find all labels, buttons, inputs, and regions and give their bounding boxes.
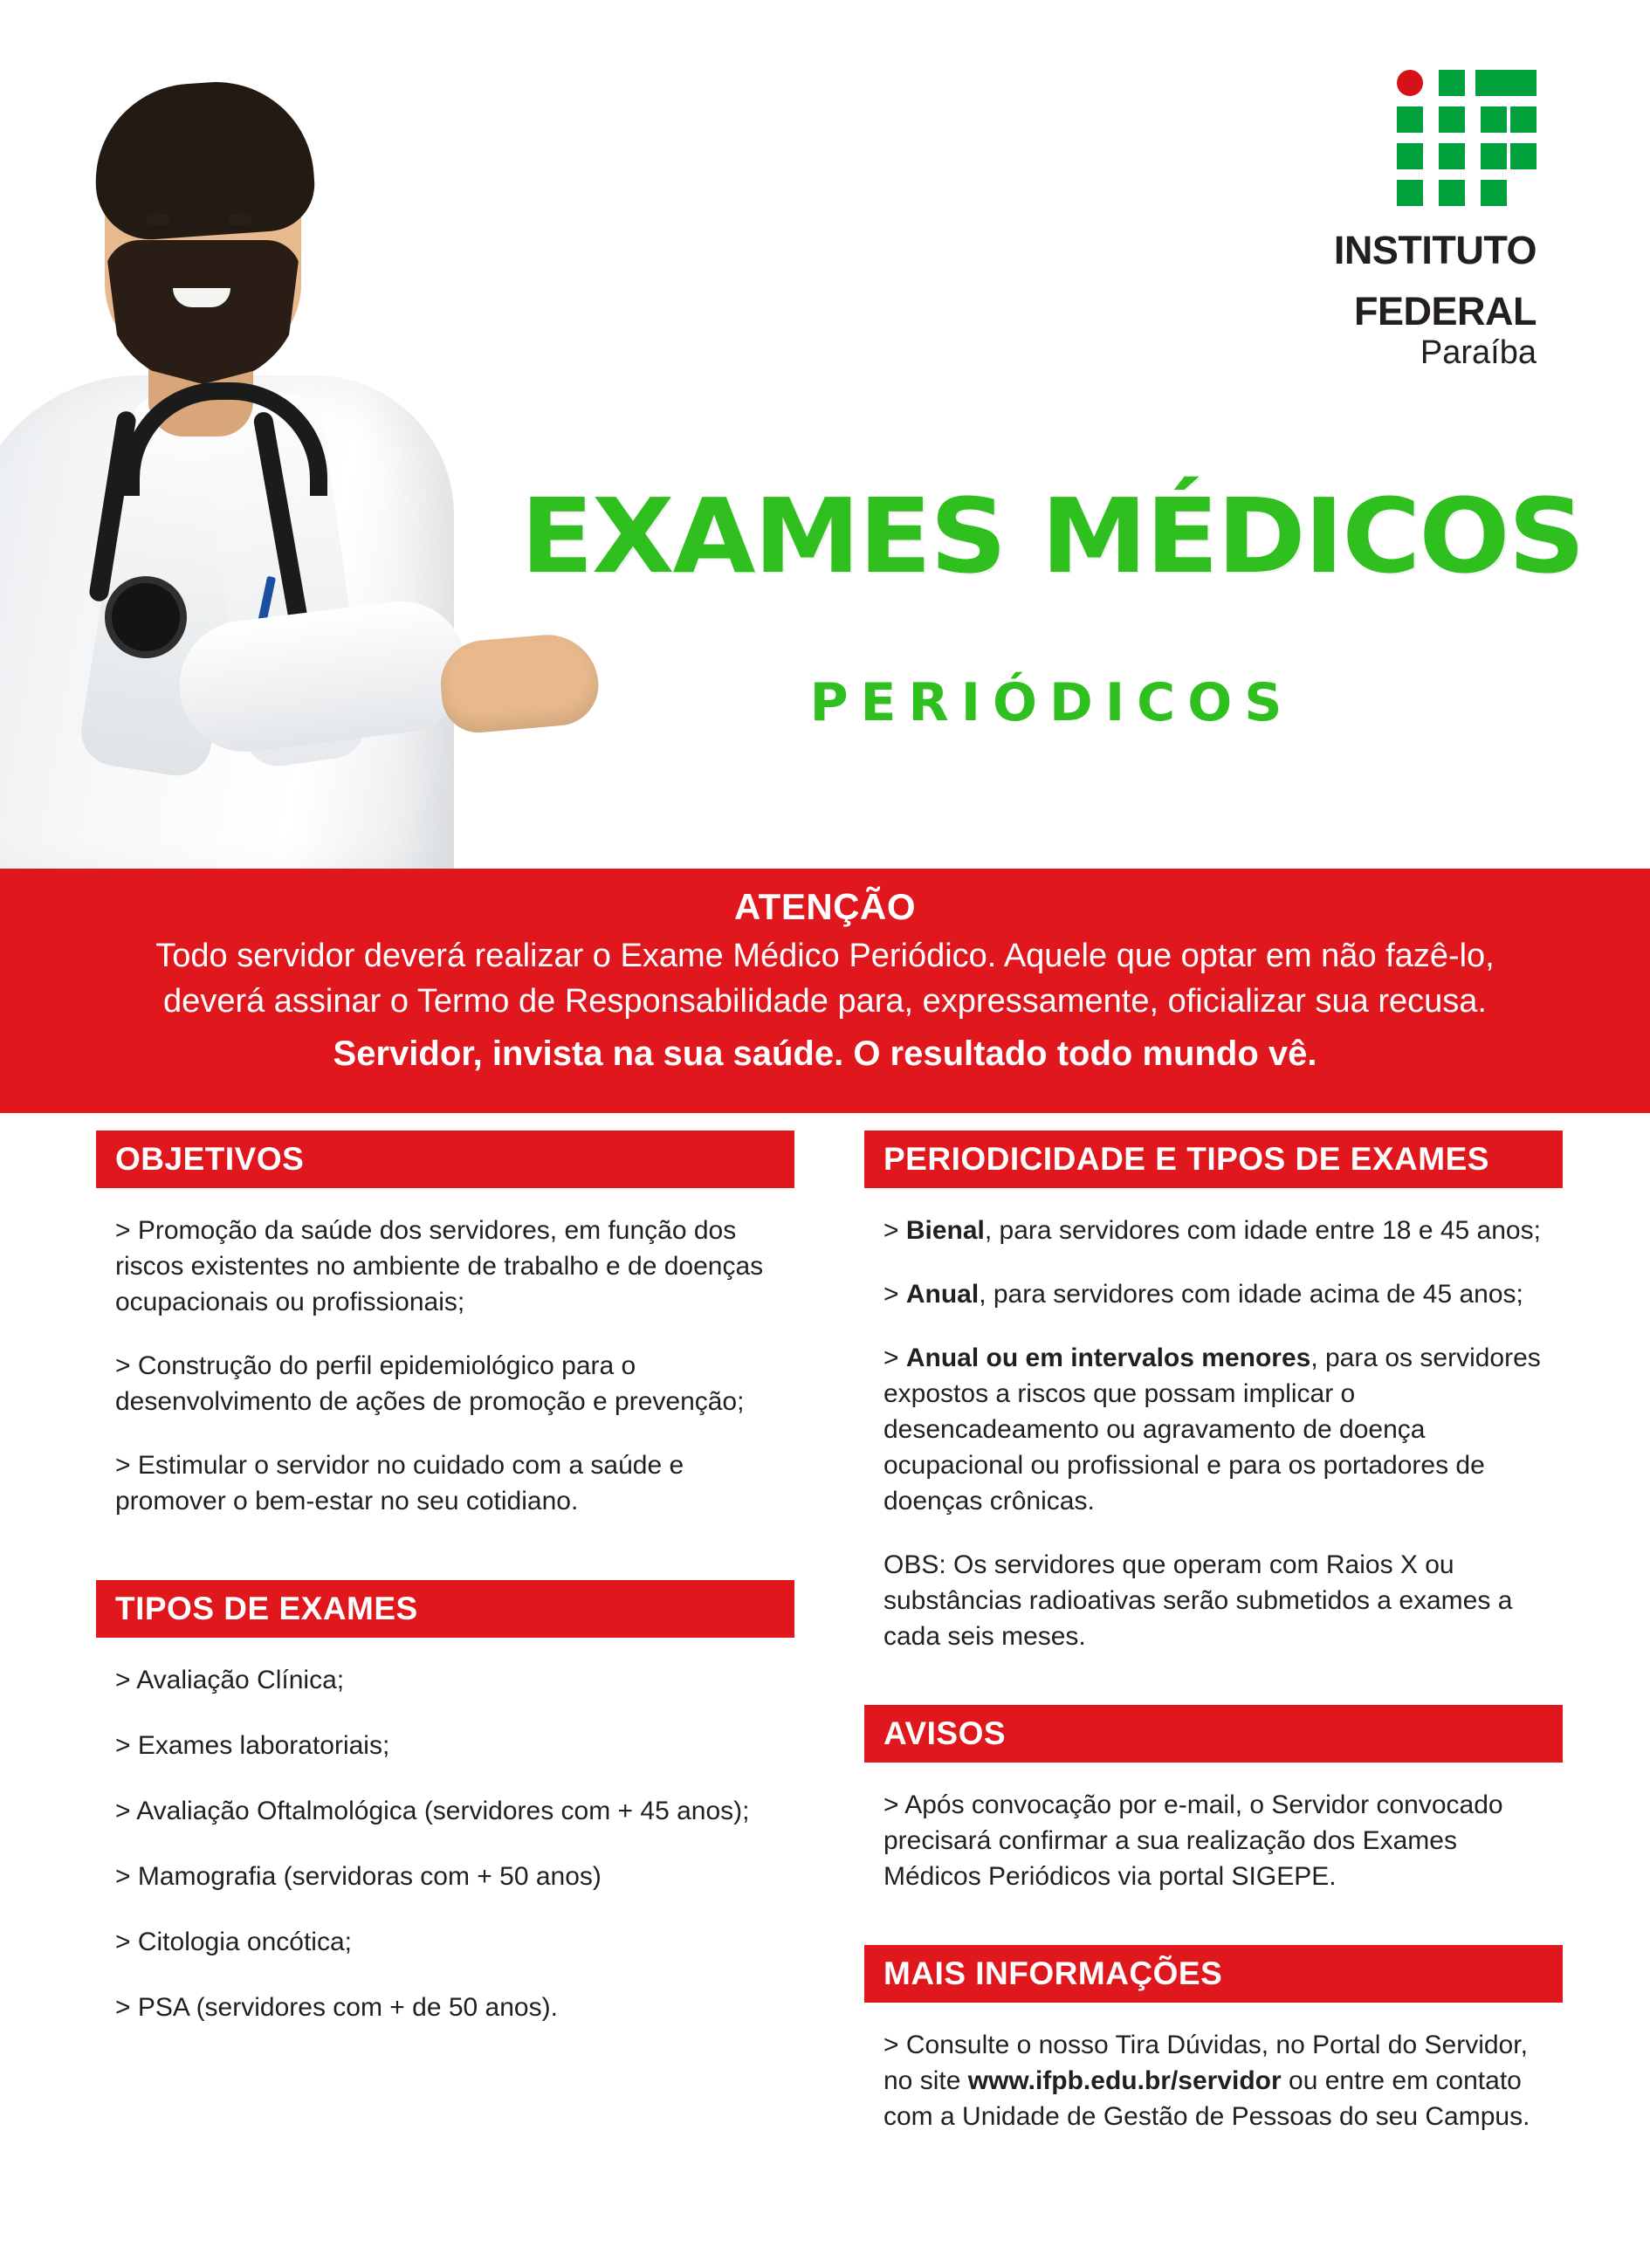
logo-cell	[1397, 143, 1423, 169]
item-text: , para servidores com idade acima de 45 anos;	[979, 1280, 1523, 1309]
attention-line-1: Todo servidor deverá realizar o Exame Médico Periódico. Aquele que optar em não fazê-lo,	[155, 938, 1495, 974]
item-text: , para servidores com idade entre 18 e 45 anos;	[984, 1216, 1541, 1245]
list-item: > Estimular o servidor no cuidado com a saúde e promover o bem-estar no seu cotidiano.	[115, 1451, 684, 1515]
logo-cell	[1475, 70, 1537, 96]
list-item	[883, 1340, 1556, 1519]
logo-cell	[1481, 180, 1507, 206]
doctor-hair	[89, 75, 318, 243]
section-body-tipos-de-exames	[96, 1638, 794, 2025]
logo-cell	[1397, 180, 1423, 206]
logo-cell	[1510, 143, 1537, 169]
section-body-mais-informacoes	[864, 2003, 1563, 2134]
list-item	[883, 1213, 1556, 1248]
item-emphasis: Bienal	[905, 1216, 985, 1245]
left-column	[96, 1131, 794, 2025]
list-item	[883, 1276, 1556, 1312]
logo-cell	[1439, 180, 1465, 206]
bullet-prefix: >	[883, 1216, 906, 1245]
bullet-prefix: >	[883, 1344, 906, 1372]
logo-cell	[1439, 143, 1465, 169]
bullet-prefix: >	[883, 1280, 906, 1309]
logo-institute-line2: FEDERAL	[1354, 289, 1537, 333]
spacer	[864, 1894, 1563, 1945]
spacer	[864, 1654, 1563, 1705]
list-item: > PSA (servidores com + de 50 anos).	[115, 1993, 558, 2022]
logo-institute-line1: INSTITUTO	[1333, 228, 1537, 272]
attention-line-2: deverá assinar o Termo de Responsabilidade para, expressamente, oficializar sua recusa.	[163, 983, 1487, 1020]
doctor-eye-right	[229, 214, 251, 225]
list-item	[883, 2027, 1556, 2134]
attention-heading: ATENÇÃO	[733, 886, 917, 927]
logo-cell	[1481, 143, 1507, 169]
section-header-tipos-de-exames: TIPOS DE EXAMES	[96, 1580, 794, 1638]
section-body-periodicidade	[864, 1188, 1563, 1654]
section-body-avisos	[864, 1763, 1563, 1894]
website-link[interactable]: www.ifpb.edu.br/servidor	[967, 2066, 1282, 2095]
right-column	[864, 1131, 1563, 2134]
logo-cell	[1439, 70, 1465, 96]
doctor-beard	[105, 240, 301, 384]
info-text-prefix: > Consulte o nosso Tira Dúvidas, no Portal do Servidor, no site	[883, 2031, 1528, 2095]
list-item: > Avaliação Oftalmológica (servidores com + 45 anos);	[115, 1797, 750, 1825]
list-item: > Exames laboratoriais;	[115, 1731, 390, 1760]
list-item: > Construção do perfil epidemiológico para o desenvolvimento de ações de promoção e prevenção;	[115, 1351, 745, 1416]
list-item: > Mamografia (servidoras com + 50 anos)	[115, 1862, 602, 1891]
observation-text: OBS: Os servidores que operam com Raios X ou substâncias radioativas serão submetidos a exames a cada seis meses.	[883, 1550, 1513, 1651]
list-item: > Promoção da saúde dos servidores, em função dos riscos existentes no ambiente de trabalho e de doenças ocupacionais ou profissionais;	[115, 1216, 764, 1316]
ifpb-logo-mark-icon	[1397, 70, 1537, 210]
section-header-mais-informacoes: MAIS INFORMAÇÕES	[864, 1945, 1563, 2003]
section-header-avisos: AVISOS	[864, 1705, 1563, 1763]
ifpb-logo	[1248, 70, 1537, 372]
logo-cell	[1510, 107, 1537, 133]
attention-banner	[0, 869, 1650, 1113]
logo-cell	[1481, 107, 1507, 133]
section-header-objetivos: OBJETIVOS	[96, 1131, 794, 1188]
doctor-eye-left	[147, 214, 169, 225]
section-header-periodicidade: PERIODICIDADE E TIPOS DE EXAMES	[864, 1131, 1563, 1188]
page-title: EXAMES MÉDICOS	[520, 476, 1584, 596]
logo-cell	[1439, 107, 1465, 133]
item-emphasis: Anual ou em intervalos menores	[905, 1344, 1311, 1372]
section-body-objetivos	[96, 1188, 794, 1519]
stethoscope-bell-icon	[105, 576, 187, 658]
logo-state: Paraíba	[1420, 334, 1537, 371]
spacer	[96, 1519, 794, 1580]
item-text: , para os servidores expostos a riscos que possam implicar o desencadeamento ou agravamento de doença ocupacional ou profissional e para os portadores de doenças crônicas.	[883, 1344, 1541, 1515]
poster-header	[0, 0, 1650, 869]
list-item: > Após convocação por e-mail, o Servidor convocado precisará confirmar a sua realização dos Exames Médicos Periódicos via portal SIGEPE.	[883, 1790, 1503, 1891]
list-item: > Avaliação Clínica;	[115, 1666, 345, 1694]
doctor-photo	[0, 0, 524, 869]
attention-highlight: Servidor, invista na sua saúde. O resultado todo mundo vê.	[333, 1034, 1317, 1073]
logo-dot-red	[1397, 70, 1423, 96]
item-emphasis: Anual	[905, 1280, 980, 1309]
info-text-suffix: ou entre em contato com a Unidade de Gestão de Pessoas do seu Campus.	[883, 2066, 1530, 2131]
list-item: > Citologia oncótica;	[115, 1928, 352, 1956]
page-subtitle: PERIÓDICOS	[809, 672, 1295, 733]
logo-cell	[1397, 107, 1423, 133]
